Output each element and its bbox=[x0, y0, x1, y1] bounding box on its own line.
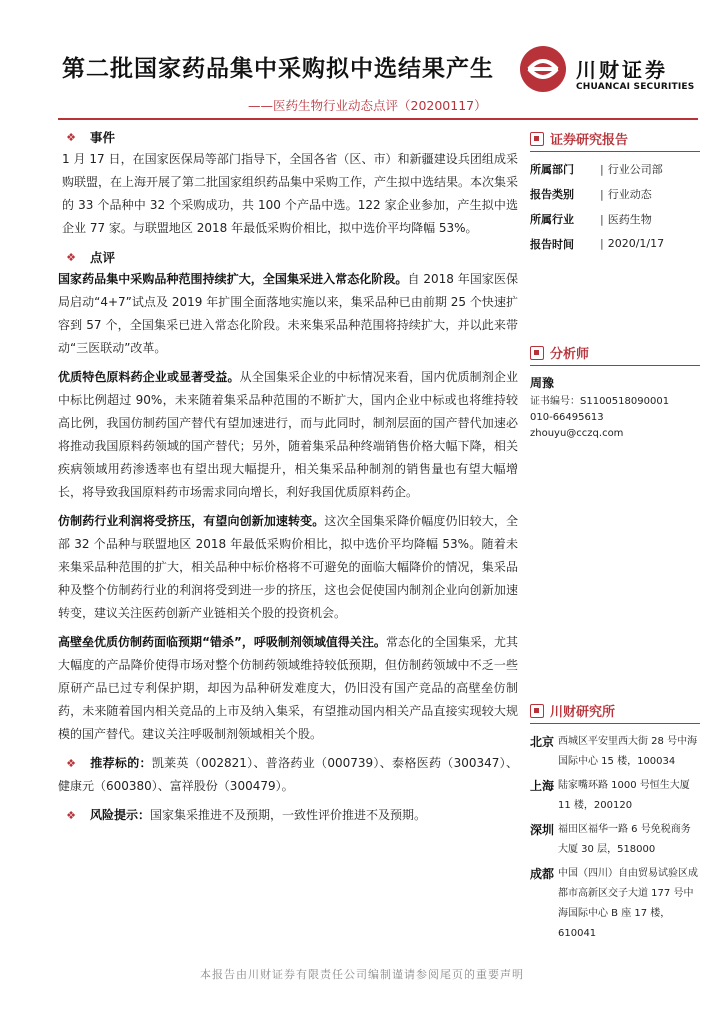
comment-paragraph-4 bbox=[58, 631, 518, 746]
institute-icon bbox=[530, 704, 544, 718]
diamond-bullet-icon: ❖ bbox=[66, 250, 76, 264]
recommend-paragraph bbox=[58, 752, 518, 798]
office-shanghai bbox=[530, 776, 700, 816]
comment-paragraph-2-body: 从全国集采企业的中标情况来看，国内优质制剂企业中标比例超过 90%，未来随着集采品种范围的不断扩大，国内企业中标或也将维持较高比例，我国仿制药国产替代有望加速进行，而与此同时，制剂层面的国产替代加速必将推动我国原料药领域的国产替代；另外，随着集采品种终端销售价格大幅下降，相关疾病领域用药渗透率也有望出现大幅提升，相关集采品种制剂的销售量也有望大幅增长，将导致我国原料药市场需求同向增长，利好我国优质原料药企。 bbox=[58, 370, 518, 499]
report-info-heading-label: 证券研究报告 bbox=[550, 133, 629, 148]
comment-heading-label: 点评 bbox=[90, 250, 116, 265]
analyst-name: 周豫 bbox=[530, 376, 555, 390]
footer-disclaimer: 本报告由川财证券有限责任公司编制谨请参阅尾页的重要声明 bbox=[200, 968, 524, 981]
diamond-bullet-icon: ❖ bbox=[66, 757, 76, 770]
comment-paragraph-4-lead: 高壁垒优质仿制药面临预期“错杀”，呼吸制剂领域值得关注。 bbox=[58, 635, 386, 649]
analyst-email[interactable]: zhouyu@cczq.com bbox=[530, 428, 624, 439]
institute-heading bbox=[530, 698, 700, 724]
office-city: 北京 bbox=[530, 735, 555, 749]
info-row-category bbox=[530, 181, 700, 206]
sidebar bbox=[530, 126, 700, 944]
info-row-industry bbox=[530, 206, 700, 231]
comment-paragraph-3 bbox=[58, 510, 518, 625]
event-heading bbox=[58, 126, 518, 148]
comment-paragraph-1 bbox=[58, 268, 518, 360]
chuancai-logo-icon bbox=[518, 44, 568, 94]
logo-english-name: CHUANCAI SECURITIES bbox=[576, 82, 695, 92]
report-header bbox=[58, 40, 698, 118]
comment-paragraph-1-lead: 国家药品集中采购品种范围持续扩大，全国集采进入常态化阶段。 bbox=[58, 272, 408, 286]
comment-paragraph-1-body: 自 2018 年国家医保局启动“4+7”试点及 2019 年扩围全面落地实施以来，集采品种已由前期 25 个快速扩容到 57 个，全国集采已进入常态化阶段。未来集采品种范围将持续扩大，并以此来带动“三医联动”改革。 bbox=[58, 272, 518, 355]
main-content bbox=[58, 126, 518, 827]
info-key: 所属部门 bbox=[530, 162, 574, 176]
recommend-label: 推荐标的： bbox=[90, 756, 152, 770]
info-value: | 行业公司部 bbox=[600, 161, 663, 177]
comment-heading bbox=[58, 246, 518, 268]
institute-heading-label: 川财研究所 bbox=[550, 705, 616, 720]
report-icon bbox=[530, 132, 544, 146]
comment-paragraph-2-lead: 优质特色原料药企业或显著受益。 bbox=[58, 370, 240, 384]
info-row-department bbox=[530, 156, 700, 181]
recommend-text: 凯莱英（002821）、普洛药业（000739）、泰格医药（300347）、健康元（600380）、富祥股份（300479）。 bbox=[58, 756, 518, 793]
comment-paragraph-2 bbox=[58, 366, 518, 504]
comment-paragraph-3-lead: 仿制药行业利润将受挤压，有望向创新加速转变。 bbox=[58, 514, 325, 528]
diamond-bullet-icon: ❖ bbox=[66, 809, 76, 822]
risk-text: 国家集采推进不及预期，一致性评价推进不及预期。 bbox=[150, 808, 427, 822]
info-key: 所属行业 bbox=[530, 212, 574, 226]
report-info-heading bbox=[530, 126, 700, 152]
office-city: 深圳 bbox=[530, 823, 555, 837]
report-subtitle: ——医药生物行业动态点评（20200117） bbox=[248, 98, 487, 113]
analyst-heading-label: 分析师 bbox=[550, 347, 590, 362]
analyst-phone: 010-66495613 bbox=[530, 412, 604, 423]
office-address: 中国（四川）自由贸易试验区成都市高新区交子大道 177 号中海国际中心 B 座 17 楼，610041 bbox=[558, 868, 698, 939]
office-address: 西城区平安里西大街 28 号中海国际中心 15 楼，100034 bbox=[558, 736, 698, 767]
office-beijing bbox=[530, 732, 700, 772]
info-key: 报告时间 bbox=[530, 237, 574, 251]
risk-paragraph bbox=[58, 804, 518, 827]
event-text: 1 月 17 日，在国家医保局等部门指导下，全国各省（区、市）和新疆建设兵团组成采购联盟，在上海开展了第二批国家组织药品集中采购工作，产生拟中选结果。本次集采的 33 个品种中 32 个采购成功，共 100 个产品中选。122 家企业参加，产生拟中选企业 77 家。与联盟地区 2018 年最低采购价相比，拟中选价平均降幅 53%。 bbox=[62, 152, 519, 235]
risk-label: 风险提示： bbox=[90, 808, 151, 822]
comment-paragraph-4-body: 常态化的全国集采，尤其大幅度的产品降价使得市场对整个仿制药领域维持较低预期，但仿制药领域中不乏一些原研产品已过专利保护期，却因为品种研发难度大，仍旧没有国产竞品的高壁垒仿制药，未来随着国内相关竞品的上市及纳入集采，有望推动国内相关产品直接实现较大规模的国产替代。建议关注呼吸制剂领域相关个股。 bbox=[58, 635, 518, 741]
office-address: 福田区福华一路 6 号免税商务大厦 30 层，518000 bbox=[558, 824, 691, 855]
office-address: 陆家嘴环路 1000 号恒生大厦 11 楼，200120 bbox=[558, 780, 690, 811]
office-city: 成都 bbox=[530, 867, 555, 881]
report-title: 第二批国家药品集中采购拟中选结果产生 bbox=[62, 56, 494, 82]
info-value: | 行业动态 bbox=[600, 186, 652, 202]
office-chengdu bbox=[530, 864, 700, 944]
analyst-heading bbox=[530, 340, 700, 366]
info-value: | 医药生物 bbox=[600, 211, 652, 227]
info-value: | 2020/1/17 bbox=[600, 237, 664, 250]
analyst-cert: 证书编号：S1100518090001 bbox=[530, 396, 670, 407]
diamond-bullet-icon: ❖ bbox=[66, 130, 76, 144]
info-key: 报告类别 bbox=[530, 187, 574, 201]
office-shenzhen bbox=[530, 820, 700, 860]
event-heading-label: 事件 bbox=[90, 130, 116, 145]
logo-chinese-name: 川财证券 bbox=[576, 58, 668, 82]
info-row-date bbox=[530, 231, 700, 256]
office-city: 上海 bbox=[530, 779, 555, 793]
company-logo bbox=[518, 40, 698, 100]
comment-paragraph-3-body: 这次全国集采降价幅度仍旧较大，全部 32 个品种与联盟地区 2018 年最低采购价相比，拟中选价平均降幅 53%。随着未来集采品种范围的扩大，相关品种中标价格将不可避免的面临大幅降价的情况，集采品种及整个仿制药行业的利润将受到进一步的挤压，这也会促使国内制剂企业向创新加速转变，建议关注医药创新产业链相关个股的投资机会。 bbox=[58, 514, 518, 620]
analyst-icon bbox=[530, 346, 544, 360]
header-divider bbox=[58, 118, 698, 120]
